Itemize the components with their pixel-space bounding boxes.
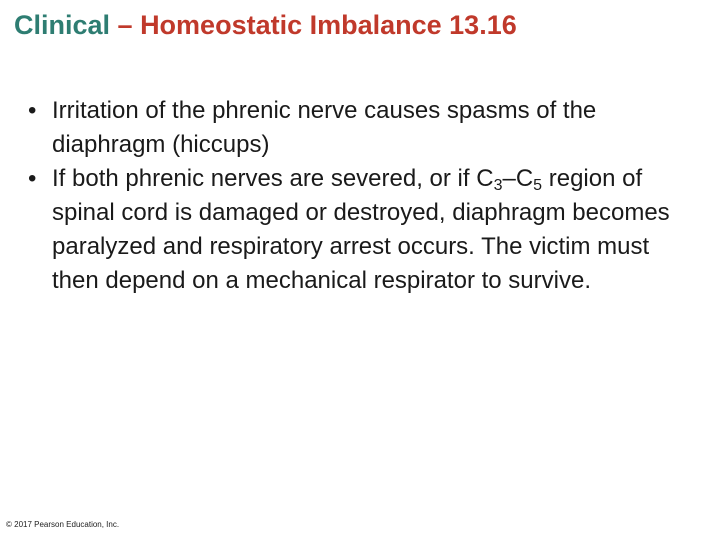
bullet-text-part: If both phrenic nerves are severed, or if C <box>52 165 494 192</box>
subscript-3: 3 <box>493 177 503 194</box>
bullet-icon: • <box>28 165 37 192</box>
bullet-item <box>26 162 700 298</box>
subscript-5: 5 <box>533 177 543 194</box>
title-separator: – <box>110 10 141 40</box>
title-prefix: Clinical <box>14 10 111 40</box>
copyright-footer: © 2017 Pearson Education, Inc. <box>6 520 120 529</box>
bullet-item <box>26 94 700 162</box>
bullet-list <box>26 94 700 298</box>
bullet-text-dash: –C <box>502 165 534 192</box>
bullet-text: Irritation of the phrenic nerve causes spasms of the diaphragm (hiccups) <box>52 97 597 158</box>
bullet-text-rest: region of spinal cord is damaged or destroyed, diaphragm becomes paralyzed and respiratory arrest occurs. The victim must then depend on a mechanical respirator to survive. <box>52 165 670 294</box>
title-main: Homeostatic Imbalance 13.16 <box>140 10 517 40</box>
bullet-icon: • <box>28 97 37 124</box>
slide-title <box>14 8 517 42</box>
